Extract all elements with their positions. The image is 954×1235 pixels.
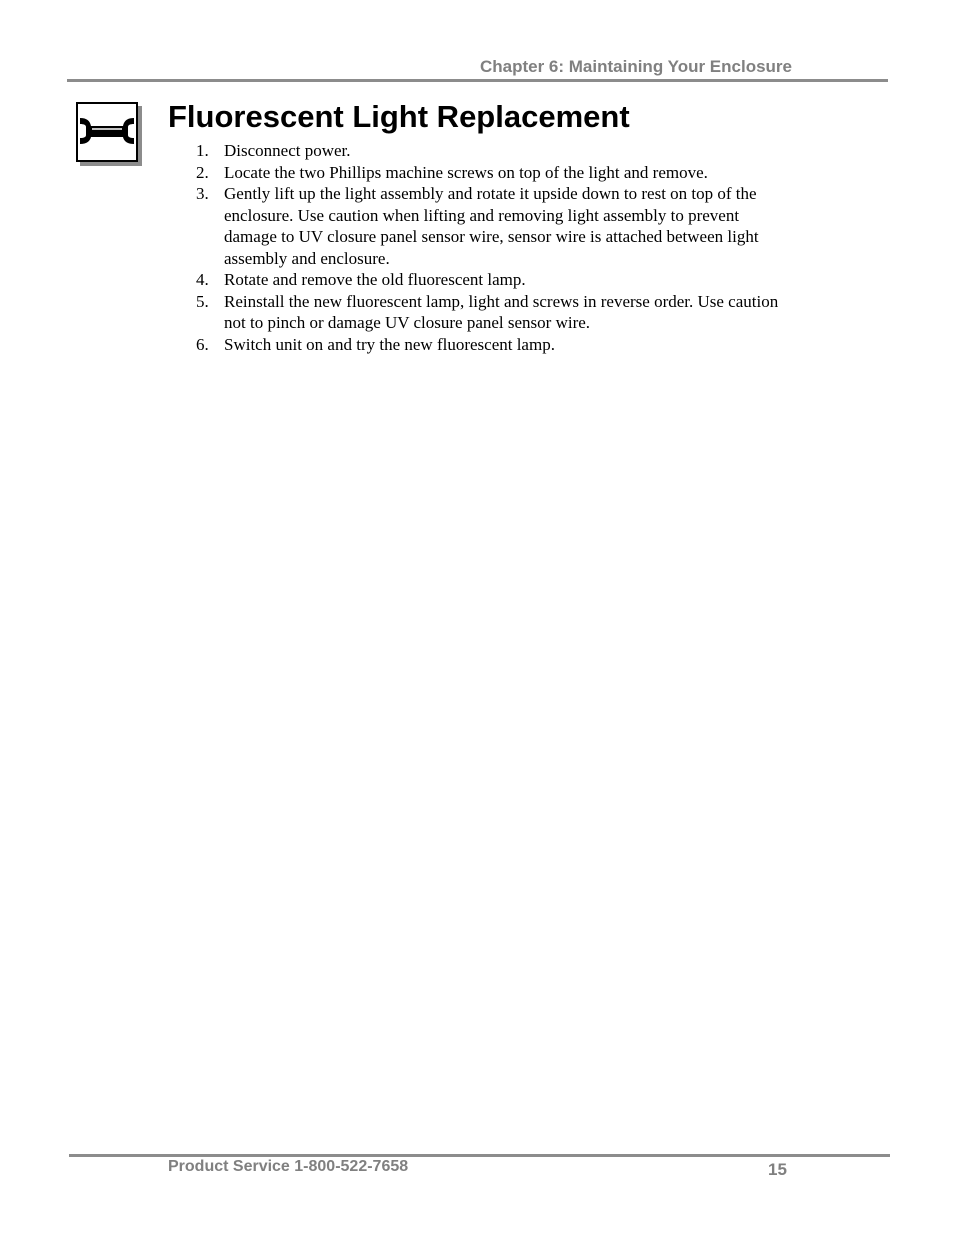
step-text: Reinstall the new fluorescent lamp, light and screws in reverse order. Use caution not to pinch or damage UV closure panel sensor wire. xyxy=(224,291,779,332)
list-item xyxy=(0,334,789,356)
section-title: Fluorescent Light Replacement xyxy=(168,99,630,134)
step-number: 6. xyxy=(196,334,209,354)
step-text: Locate the two Phillips machine screws on top of the light and remove. xyxy=(224,162,708,182)
page-number: 15 xyxy=(768,1160,787,1179)
step-text: Disconnect power. xyxy=(224,141,351,160)
step-text: Switch unit on and try the new fluorescent lamp. xyxy=(224,334,555,354)
header-divider xyxy=(67,79,888,82)
chapter-title: Chapter 6: Maintaining Your Enclosure xyxy=(479,57,792,76)
step-number: 3. xyxy=(196,184,209,203)
step-text: Rotate and remove the old fluorescent lamp. xyxy=(224,270,526,289)
step-number: 1. xyxy=(196,141,209,160)
step-number: 2. xyxy=(196,162,209,182)
list-item xyxy=(0,183,789,269)
list-item xyxy=(0,162,789,184)
list-item xyxy=(0,140,789,162)
product-service-phone: Product Service 1-800-522-7658 xyxy=(168,1158,409,1175)
footer-divider xyxy=(69,1154,890,1157)
steps-list xyxy=(0,140,954,355)
step-number: 4. xyxy=(196,270,209,289)
step-text: Gently lift up the light assembly and rotate it upside down to rest on top of the enclosure. Use caution when lifting and removing light assembly to prevent damage to UV closure panel sensor wire, sensor wire is attached between light assembly and enclosure. xyxy=(224,184,759,268)
step-number: 5. xyxy=(196,291,209,311)
list-item xyxy=(0,269,789,291)
list-item xyxy=(0,291,789,334)
